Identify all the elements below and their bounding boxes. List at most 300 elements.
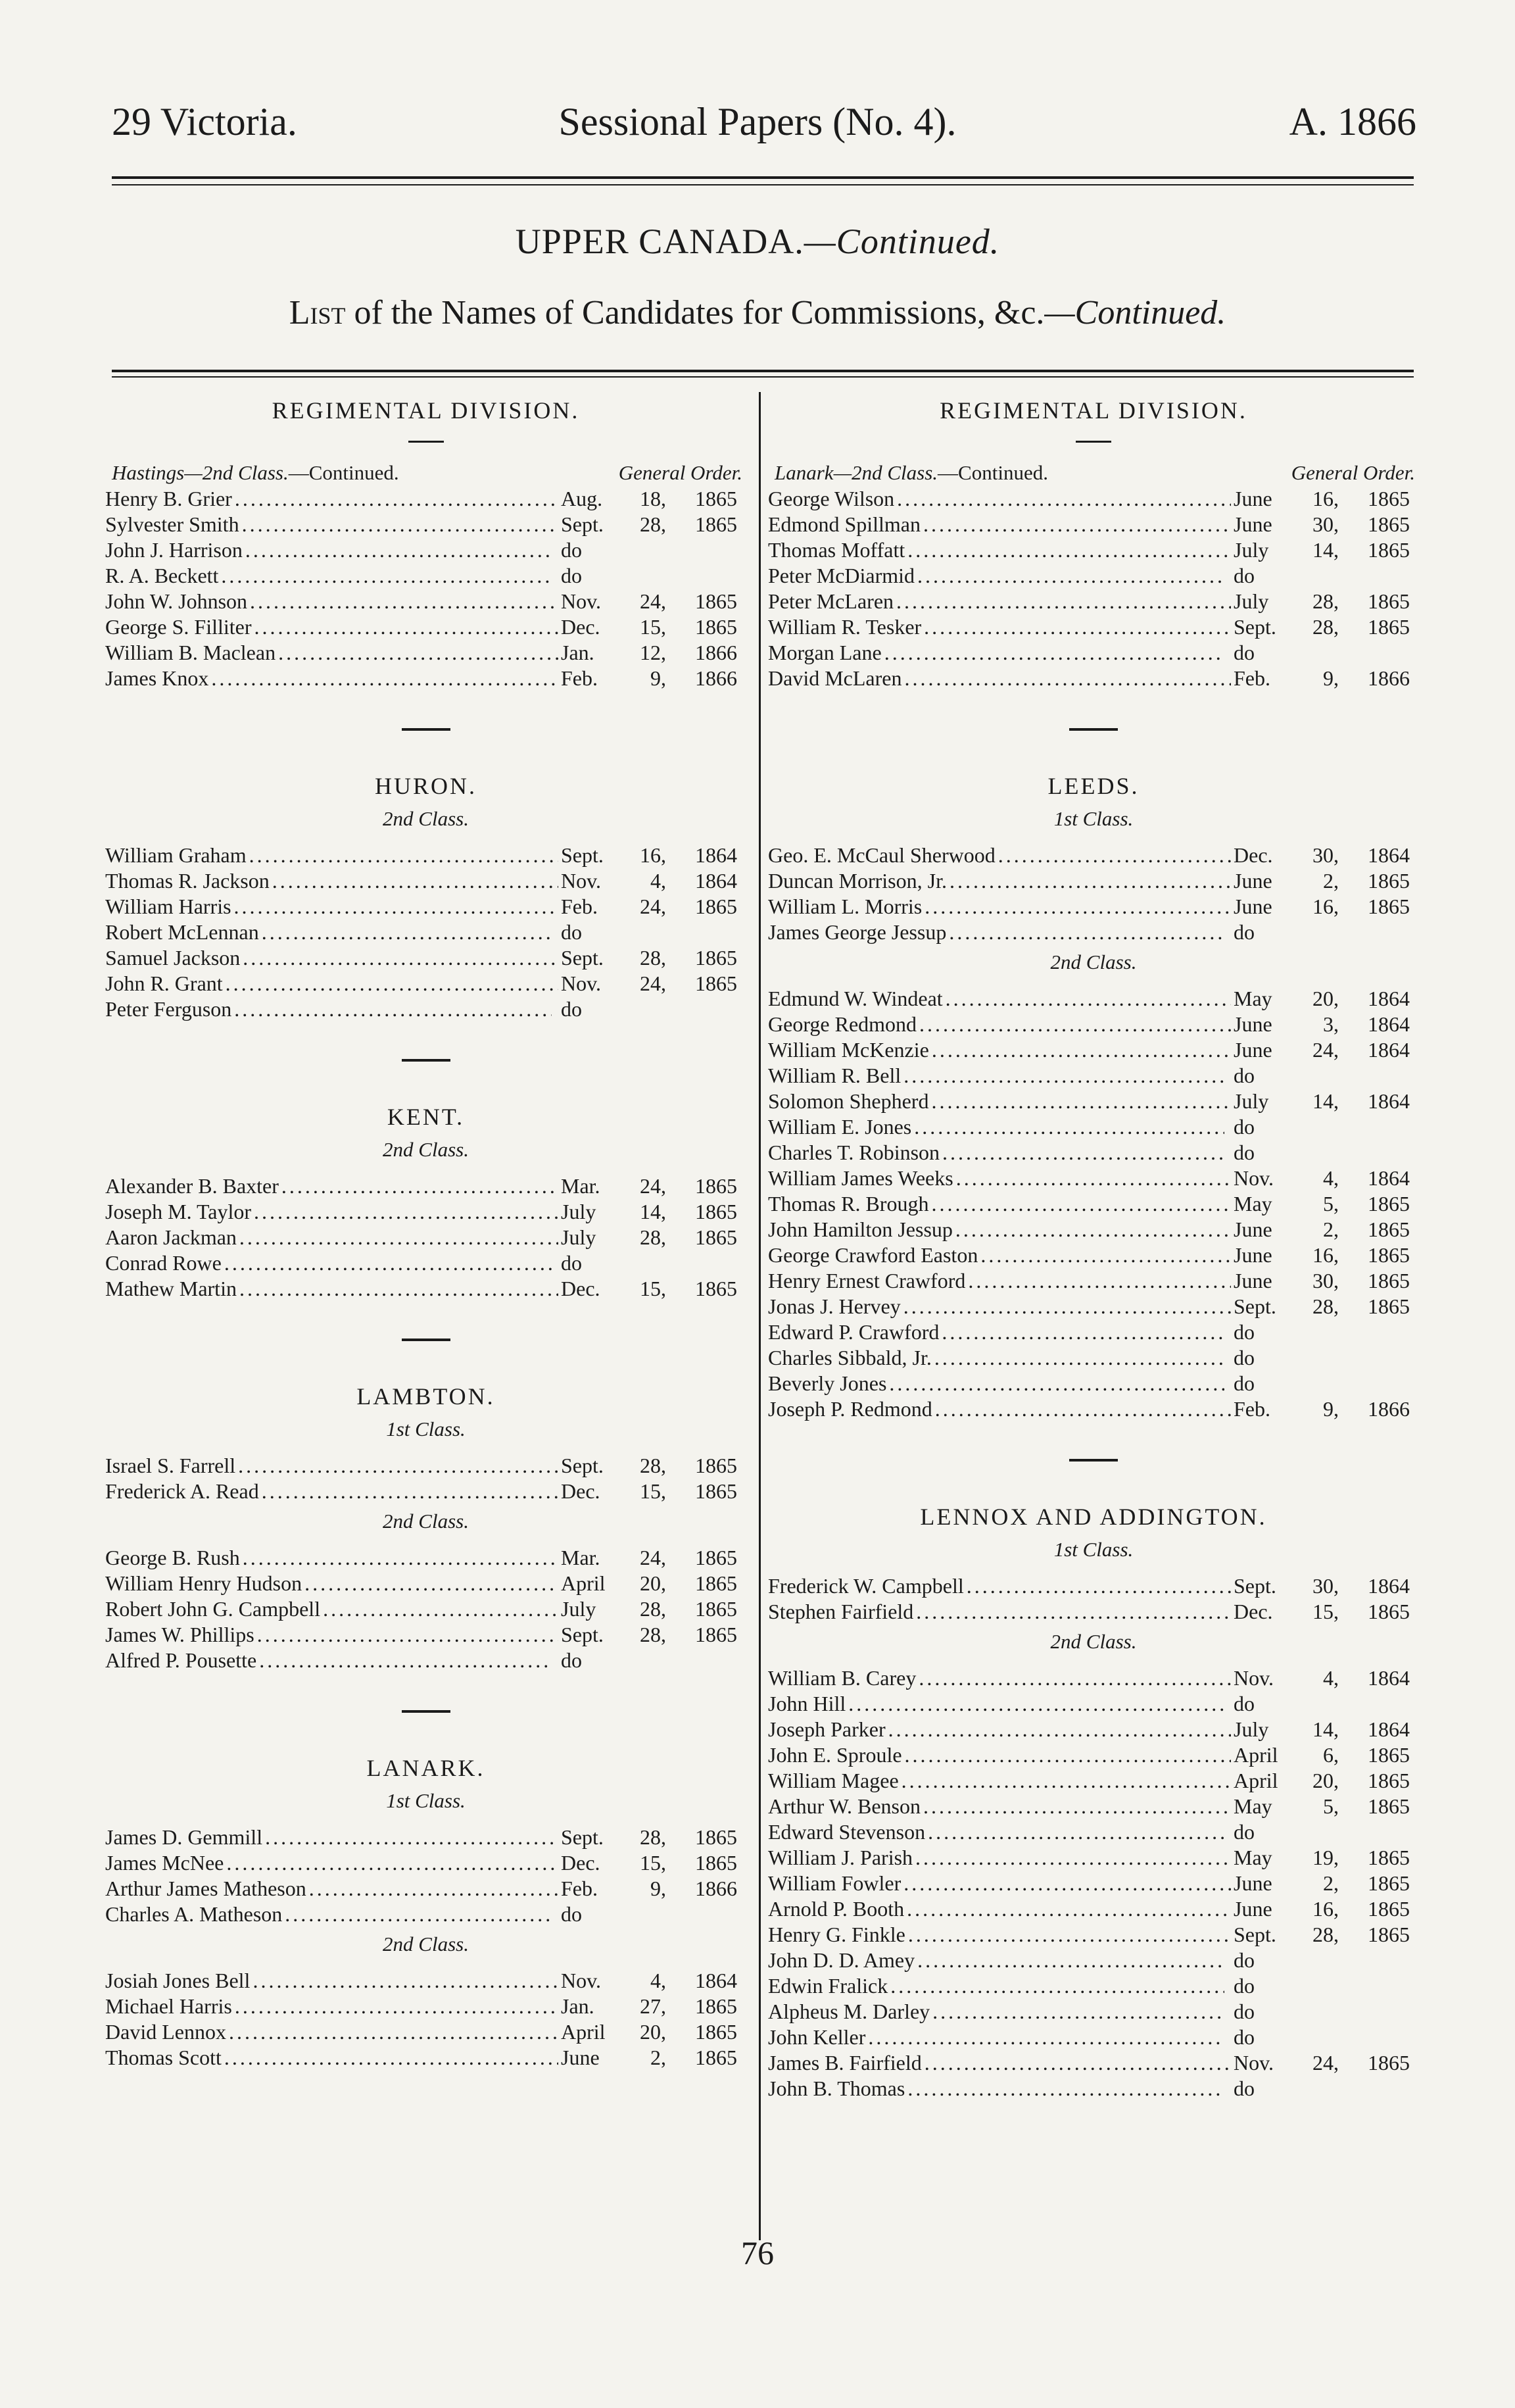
candidate-name: Charles Sibbald, Jr. xyxy=(768,1346,932,1369)
candidate-row xyxy=(768,1717,1419,1742)
candidate-row xyxy=(768,1063,1419,1089)
date-month: July xyxy=(1234,538,1269,562)
date-month: Feb. xyxy=(561,895,598,918)
general-order-heading: General Order. xyxy=(1291,461,1415,484)
date-day: 14, xyxy=(1312,1717,1339,1741)
section-divider xyxy=(402,1339,450,1341)
candidate-row xyxy=(768,2025,1419,2050)
candidate-row xyxy=(768,1012,1419,1037)
candidate-name: Thomas Scott xyxy=(105,2046,222,2069)
candidate-name: James McNee xyxy=(105,1851,224,1875)
candidate-row xyxy=(768,986,1419,1012)
candidate-name: Solomon Shepherd xyxy=(768,1089,929,1113)
dot-leader xyxy=(243,1545,558,1571)
general-order-date xyxy=(561,1994,746,2019)
candidate-name: James George Jessup xyxy=(768,920,947,944)
dot-leader xyxy=(931,1089,1231,1114)
candidate-name: Edwin Fralick xyxy=(768,1974,888,1998)
candidate-row xyxy=(768,1268,1419,1294)
date-month: Aug. xyxy=(561,487,603,510)
dot-leader xyxy=(868,2025,1224,2050)
ditto-mark: do xyxy=(1234,2000,1255,2023)
dot-leader xyxy=(914,1114,1224,1140)
date-year: 1865 xyxy=(695,1454,737,1477)
candidate-row xyxy=(105,971,746,996)
dot-leader xyxy=(238,1453,558,1479)
candidate-name: George B. Rush xyxy=(105,1546,240,1569)
section-heading: REGIMENTAL DIVISION. xyxy=(940,397,1247,424)
general-order-date xyxy=(561,1276,746,1302)
general-order-date xyxy=(1234,2050,1419,2076)
date-month: April xyxy=(561,2020,606,2044)
dot-leader xyxy=(235,486,558,512)
date-month: June xyxy=(1234,869,1272,893)
date-day: 28, xyxy=(640,1825,666,1849)
section-divider xyxy=(402,1710,450,1713)
general-order-date xyxy=(1234,868,1419,894)
candidate-row xyxy=(105,614,746,640)
date-month: Dec. xyxy=(1234,843,1273,867)
continued-class: Lanark—2nd Class. xyxy=(775,461,938,484)
candidate-name: Duncan Morrison, Jr. xyxy=(768,869,947,893)
candidate-row xyxy=(768,1396,1419,1422)
date-day: 24, xyxy=(640,1546,666,1569)
header-paper: Sessional Papers (No. 4). xyxy=(558,100,957,143)
date-month: July xyxy=(561,1200,596,1223)
date-day: 15, xyxy=(1312,1600,1339,1623)
date-month: June xyxy=(1234,1871,1272,1895)
general-order-date xyxy=(561,1596,746,1622)
date-month: June xyxy=(1234,1243,1272,1267)
date-year: 1865 xyxy=(695,1200,737,1223)
date-month: July xyxy=(1234,589,1269,613)
date-month: Mar. xyxy=(561,1174,600,1198)
dot-leader xyxy=(848,1691,1224,1717)
dot-leader xyxy=(949,920,1224,945)
candidate-row xyxy=(105,996,746,1022)
ditto-mark: do xyxy=(1234,1115,1255,1139)
dot-leader xyxy=(919,1012,1231,1037)
page-number: 76 xyxy=(741,2234,774,2271)
candidate-name: George Crawford Easton xyxy=(768,1243,978,1267)
dot-leader xyxy=(239,1225,558,1250)
dot-leader xyxy=(915,1845,1231,1871)
date-year: 1865 xyxy=(1368,1769,1410,1792)
candidate-name: William R. Bell xyxy=(768,1064,902,1087)
header-session: 29 Victoria. xyxy=(112,100,297,143)
ditto-mark: do xyxy=(561,1251,582,1275)
date-day: 28, xyxy=(640,1225,666,1249)
date-year: 1865 xyxy=(695,1994,737,2018)
candidate-row xyxy=(768,1973,1419,1999)
candidate-row xyxy=(768,1794,1419,1819)
candidate-name: John E. Sproule xyxy=(768,1743,902,1767)
candidate-name: Sylvester Smith xyxy=(105,512,239,536)
candidate-row xyxy=(768,1217,1419,1242)
section-heading: KENT. xyxy=(387,1104,465,1130)
date-year: 1866 xyxy=(695,641,737,664)
candidate-name: William L. Morris xyxy=(768,895,923,918)
candidate-name: Thomas R. Jackson xyxy=(105,869,270,893)
dot-leader xyxy=(908,1922,1231,1948)
candidate-name: William B. Carey xyxy=(768,1666,917,1690)
date-year: 1865 xyxy=(695,589,737,613)
date-month: Sept. xyxy=(1234,1923,1276,1946)
candidate-name: Peter McLaren xyxy=(768,589,894,613)
date-year: 1865 xyxy=(1368,1294,1410,1318)
dot-leader xyxy=(946,986,1231,1012)
ditto-mark: do xyxy=(1234,1064,1255,1087)
date-month: Sept. xyxy=(561,512,604,536)
dot-leader xyxy=(890,1973,1224,1999)
general-order-date xyxy=(561,894,746,920)
class-label: 2nd Class. xyxy=(1050,950,1137,973)
date-month: Nov. xyxy=(561,1969,602,1992)
candidate-name: William E. Jones xyxy=(768,1115,912,1139)
candidate-row xyxy=(768,1294,1419,1319)
date-month: June xyxy=(1234,1897,1272,1921)
candidate-name: Joseph P. Redmond xyxy=(768,1397,932,1421)
candidate-name: Samuel Jackson xyxy=(105,946,241,970)
candidate-name: Charles T. Robinson xyxy=(768,1141,940,1164)
candidate-row xyxy=(105,894,746,920)
dot-leader xyxy=(889,1371,1224,1396)
date-month: July xyxy=(561,1225,596,1249)
date-year: 1864 xyxy=(1368,1574,1410,1598)
candidate-name: William James Weeks xyxy=(768,1166,953,1190)
date-month: July xyxy=(561,1597,596,1621)
ditto-mark: do xyxy=(1234,1371,1255,1395)
candidate-row xyxy=(768,589,1419,614)
date-day: 30, xyxy=(1312,843,1339,867)
general-order-date xyxy=(1234,1742,1419,1768)
ditto-mark: do xyxy=(1234,1974,1255,1998)
date-day: 2, xyxy=(1323,1871,1339,1895)
candidate-name: William R. Tesker xyxy=(768,615,922,639)
date-day: 3, xyxy=(1323,1012,1339,1036)
candidate-row xyxy=(768,1037,1419,1063)
candidate-row xyxy=(768,894,1419,920)
candidate-row xyxy=(768,1191,1419,1217)
ditto-mark: do xyxy=(1234,1948,1255,1972)
date-day: 16, xyxy=(1312,1243,1339,1267)
candidate-name: Josiah Jones Bell xyxy=(105,1969,251,1992)
dot-leader xyxy=(229,2019,558,2045)
general-order-date xyxy=(1234,1191,1419,1217)
date-month: Dec. xyxy=(1234,1600,1273,1623)
candidate-row xyxy=(105,486,746,512)
class-label: 2nd Class. xyxy=(1050,1630,1137,1653)
dot-leader xyxy=(254,1199,558,1225)
general-order-date xyxy=(1234,843,1419,868)
date-day: 9, xyxy=(650,1877,666,1900)
candidate-row xyxy=(768,1089,1419,1114)
dot-leader xyxy=(897,486,1231,512)
candidate-row xyxy=(768,1345,1419,1371)
date-month: June xyxy=(1234,487,1272,510)
candidate-name: William Henry Hudson xyxy=(105,1571,302,1595)
date-month: May xyxy=(1234,987,1272,1010)
date-month: Sept. xyxy=(1234,615,1276,639)
candidate-row xyxy=(768,614,1419,640)
candidate-name: John Hill xyxy=(768,1692,846,1715)
general-order-date xyxy=(1234,1396,1419,1422)
candidate-name: Frederick W. Campbell xyxy=(768,1574,964,1598)
candidate-row xyxy=(105,868,746,894)
date-year: 1866 xyxy=(1368,1397,1410,1421)
date-month: Feb. xyxy=(561,666,598,690)
general-order-date xyxy=(561,1968,746,1994)
candidate-row xyxy=(105,1225,746,1250)
candidate-name: Jonas J. Hervey xyxy=(768,1294,901,1318)
general-order-date xyxy=(561,945,746,971)
candidate-row xyxy=(105,1876,746,1902)
dot-leader xyxy=(254,614,559,640)
candidate-row xyxy=(768,920,1419,945)
section-divider xyxy=(402,728,450,731)
candidate-row xyxy=(105,666,746,691)
date-day: 20, xyxy=(640,2020,666,2044)
general-order-date xyxy=(561,614,746,640)
dot-leader xyxy=(905,1742,1231,1768)
general-order-date xyxy=(1234,1268,1419,1294)
date-year: 1865 xyxy=(1368,487,1410,510)
section-divider xyxy=(1069,1459,1118,1462)
candidate-name: Arthur W. Benson xyxy=(768,1794,921,1818)
candidate-row xyxy=(768,1140,1419,1166)
dot-leader xyxy=(245,537,552,563)
date-day: 5, xyxy=(1323,1192,1339,1216)
table-rule-top xyxy=(112,370,1414,372)
date-day: 20, xyxy=(640,1571,666,1595)
date-day: 4, xyxy=(650,869,666,893)
candidate-row xyxy=(768,1819,1419,1845)
section-divider xyxy=(402,1059,450,1062)
date-day: 28, xyxy=(640,1623,666,1646)
date-day: 18, xyxy=(640,487,666,510)
header-rule-top xyxy=(112,176,1414,179)
date-month: July xyxy=(1234,1717,1269,1741)
date-year: 1865 xyxy=(1368,895,1410,918)
dot-leader xyxy=(903,1871,1231,1896)
general-order-date xyxy=(1234,1037,1419,1063)
date-day: 30, xyxy=(1312,1269,1339,1292)
date-year: 1865 xyxy=(695,1277,737,1300)
candidate-row xyxy=(105,1622,746,1648)
header-rule-bottom xyxy=(112,184,1414,185)
date-day: 4, xyxy=(1323,1666,1339,1690)
dot-leader xyxy=(935,1396,1231,1422)
date-month: June xyxy=(1234,1038,1272,1062)
candidate-row xyxy=(105,843,746,868)
candidate-name: William J. Parish xyxy=(768,1846,913,1869)
dot-leader xyxy=(252,1968,558,1994)
right-column xyxy=(768,395,1419,2101)
section-heading: LAMBTON. xyxy=(356,1383,495,1410)
date-year: 1865 xyxy=(1368,869,1410,893)
candidate-row xyxy=(105,1571,746,1596)
general-order-date xyxy=(561,640,746,666)
dot-leader xyxy=(242,512,558,537)
candidate-row xyxy=(768,512,1419,537)
class-label: 1st Class. xyxy=(1053,807,1134,830)
class-label: 2nd Class. xyxy=(383,1138,469,1161)
candidate-row xyxy=(105,1479,746,1504)
section-heading: LANARK. xyxy=(366,1755,485,1781)
date-year: 1864 xyxy=(1368,1089,1410,1113)
general-order-date xyxy=(1234,512,1419,537)
candidate-row xyxy=(105,1968,746,1994)
date-year: 1865 xyxy=(1368,1217,1410,1241)
candidate-name: Geo. E. McCaul Sherwood xyxy=(768,843,996,867)
candidate-name: John J. Harrison xyxy=(105,538,243,562)
candidate-row xyxy=(768,666,1419,691)
dot-leader xyxy=(902,1768,1231,1794)
class-label: 2nd Class. xyxy=(383,1932,469,1955)
candidate-name: William Graham xyxy=(105,843,247,867)
dot-leader xyxy=(265,1825,558,1850)
date-year: 1865 xyxy=(695,1597,737,1621)
continued-class: Hastings—2nd Class. xyxy=(112,461,289,484)
dot-leader xyxy=(896,589,1231,614)
dot-leader xyxy=(243,945,558,971)
dot-leader xyxy=(239,1276,558,1302)
ditto-mark: do xyxy=(561,997,582,1021)
general-order-heading: General Order. xyxy=(618,461,742,484)
candidate-name: James W. Phillips xyxy=(105,1623,254,1646)
dot-leader xyxy=(925,894,1231,920)
ditto-mark: do xyxy=(561,1902,582,1926)
candidate-row xyxy=(768,1166,1419,1191)
general-order-date xyxy=(561,666,746,691)
candidate-name: Peter McDiarmid xyxy=(768,564,915,587)
date-month: June xyxy=(1234,1217,1272,1241)
date-month: June xyxy=(1234,512,1272,536)
candidate-name: David McLaren xyxy=(768,666,902,690)
date-year: 1865 xyxy=(1368,2051,1410,2075)
candidate-name: Edmond Spillman xyxy=(768,512,921,536)
dot-leader xyxy=(923,512,1231,537)
dot-leader xyxy=(925,2050,1231,2076)
candidate-name: Robert John G. Campbell xyxy=(105,1597,321,1621)
candidate-row xyxy=(768,537,1419,563)
date-day: 20, xyxy=(1312,987,1339,1010)
candidate-row xyxy=(768,868,1419,894)
general-order-date xyxy=(561,512,746,537)
section-heading: LEEDS. xyxy=(1047,773,1140,799)
date-month: May xyxy=(1234,1794,1272,1818)
date-year: 1865 xyxy=(695,1851,737,1875)
ditto-mark: do xyxy=(1234,1141,1255,1164)
column-divider xyxy=(759,392,761,2240)
general-order-date xyxy=(561,1479,746,1504)
candidate-row xyxy=(105,537,746,563)
general-order-date xyxy=(1234,614,1419,640)
date-day: 24, xyxy=(640,895,666,918)
dot-leader xyxy=(907,2076,1224,2101)
dot-leader xyxy=(903,1063,1224,1089)
candidate-row xyxy=(105,1902,746,1927)
date-month: June xyxy=(1234,1012,1272,1036)
date-year: 1865 xyxy=(695,1479,737,1503)
date-year: 1865 xyxy=(695,2020,737,2044)
ditto-mark: do xyxy=(1234,2025,1255,2049)
candidate-row xyxy=(105,1850,746,1876)
general-order-date xyxy=(1234,1573,1419,1599)
candidate-name: George S. Filliter xyxy=(105,615,252,639)
date-day: 6, xyxy=(1323,1743,1339,1767)
date-day: 2, xyxy=(1323,1217,1339,1241)
dot-leader xyxy=(917,563,1224,589)
candidate-name: William McKenzie xyxy=(768,1038,929,1062)
candidate-name: Edmund W. Windeat xyxy=(768,987,943,1010)
date-year: 1865 xyxy=(1368,589,1410,613)
dot-leader xyxy=(221,563,552,589)
date-year: 1865 xyxy=(695,1546,737,1569)
date-day: 28, xyxy=(640,1454,666,1477)
dot-leader xyxy=(272,868,558,894)
candidate-row xyxy=(768,1691,1419,1717)
date-month: Dec. xyxy=(561,1479,600,1503)
date-month: Dec. xyxy=(561,1851,600,1875)
date-day: 19, xyxy=(1312,1846,1339,1869)
date-day: 28, xyxy=(640,946,666,970)
dot-leader xyxy=(928,1819,1224,1845)
candidate-name: George Redmond xyxy=(768,1012,917,1036)
candidate-name: James Knox xyxy=(105,666,209,690)
dot-leader xyxy=(224,2045,558,2071)
date-day: 30, xyxy=(1312,512,1339,536)
candidate-row xyxy=(105,640,746,666)
dot-leader xyxy=(956,1166,1231,1191)
date-day: 15, xyxy=(640,615,666,639)
date-day: 14, xyxy=(1312,1089,1339,1113)
date-month: June xyxy=(1234,895,1272,918)
date-month: April xyxy=(561,1571,606,1595)
continued-text: —Continued. xyxy=(288,461,399,484)
continued-row xyxy=(105,460,746,486)
candidate-row xyxy=(105,945,746,971)
date-day: 28, xyxy=(640,1597,666,1621)
continued-label xyxy=(775,460,1048,486)
ditto-mark: do xyxy=(561,538,582,562)
date-month: Nov. xyxy=(1234,2051,1274,2075)
candidate-row xyxy=(768,2050,1419,2076)
general-order-date xyxy=(561,1850,746,1876)
date-year: 1865 xyxy=(695,971,737,995)
candidate-row xyxy=(768,1242,1419,1268)
general-order-date xyxy=(561,1825,746,1850)
general-order-date xyxy=(1234,1871,1419,1896)
class-label: 1st Class. xyxy=(1053,1538,1134,1561)
date-day: 9, xyxy=(650,666,666,690)
date-month: Sept. xyxy=(561,946,604,970)
date-month: Sept. xyxy=(561,1454,604,1477)
ditto-mark: do xyxy=(561,1648,582,1672)
general-order-date xyxy=(561,1876,746,1902)
left-column xyxy=(105,395,746,2071)
candidate-row xyxy=(768,1999,1419,2025)
candidate-name: George Wilson xyxy=(768,487,895,510)
date-day: 14, xyxy=(640,1200,666,1223)
date-day: 24, xyxy=(1312,1038,1339,1062)
class-label: 2nd Class. xyxy=(383,1510,469,1533)
general-order-date xyxy=(1234,1922,1419,1948)
date-day: 5, xyxy=(1323,1794,1339,1818)
general-order-date xyxy=(1234,537,1419,563)
candidate-name: Arnold P. Booth xyxy=(768,1897,905,1921)
general-order-date xyxy=(1234,1665,1419,1691)
